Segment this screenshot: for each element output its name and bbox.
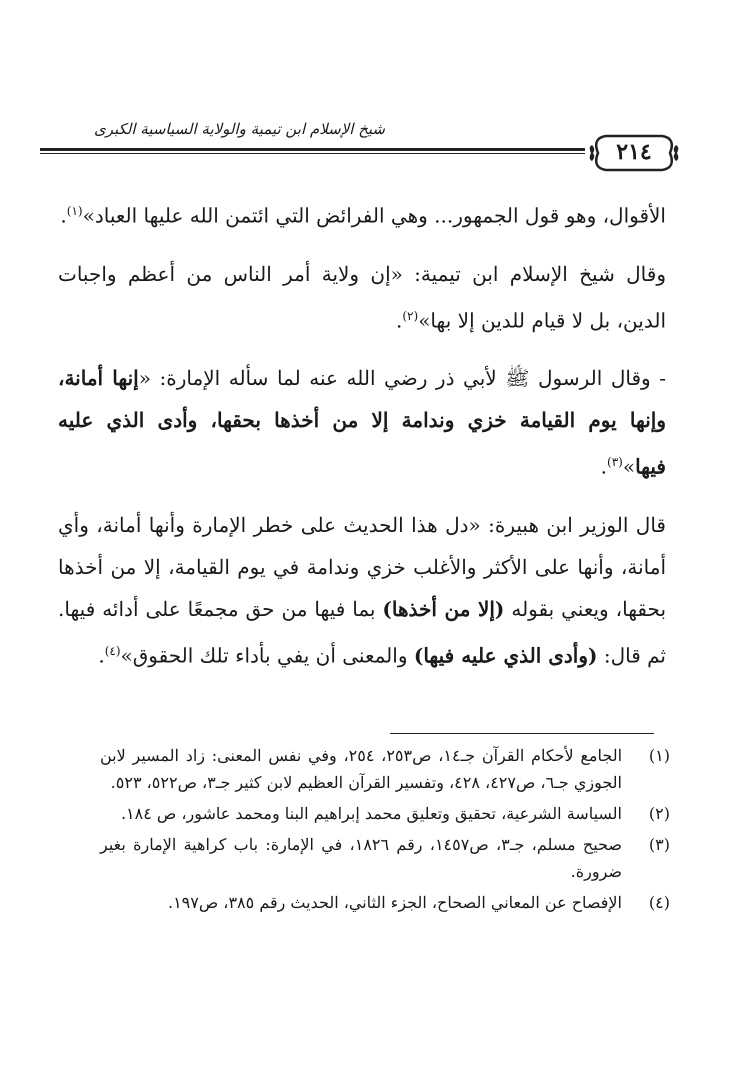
paragraph-1-text: الأقوال، وهو قول الجمهور... وهي الفرائض التي ائتمن الله عليها العباد» xyxy=(82,203,666,228)
footnote-ref-1: (١) xyxy=(66,204,83,218)
paragraph-4-part-a: قال الوزير ابن هبيرة: «دل هذا الحديث على خطر الإمارة وأنها أمانة، وأي أمانة، وأنها على الأكثر والأغلب خزي وندامة في يوم القيامة، إلا من أخذها بحقها، ويعني بقوله xyxy=(58,512,667,621)
paragraph-2: وقال شيخ الإسلام ابن تيمية: «إن ولاية أمر الناس من أعظم واجبات الدين، بل لا قيام للدين إلا بها»$^{(٢)}$. xyxy=(58,261,666,333)
footnote-ref-3: (٣) xyxy=(607,455,623,470)
running-title: شيخ الإسلام ابن تيمية والولاية السياسية الكبرى xyxy=(93,120,385,138)
footnote-1 xyxy=(100,742,670,796)
paragraph-4-part-b: بما فيها من حق مجمعًا على أدائه فيها. ثم قال: xyxy=(58,596,666,668)
footnote-number: (٣) xyxy=(648,835,670,854)
footnotes xyxy=(100,742,670,920)
footnote-number: (٤) xyxy=(648,893,670,912)
header-rule-thick xyxy=(40,148,585,151)
footnote-text: الجامع لأحكام القرآن جـ١٤، ص٢٥٣، ٢٥٤، وفي نفس المعنى: زاد المسير لابن الجوزي جـ٦، ص٤٢٧، ٤٢٨، وتفسير القرآن العظيم لابن كثير جـ٣، ص٥٢٢، ٥٢٣. xyxy=(100,746,623,792)
footnote-text: صحيح مسلم، جـ٣، ص١٤٥٧، رقم ١٨٢٦، في الإمارة: باب كراهية الإمارة بغير ضرورة. xyxy=(100,835,623,881)
page-number-badge xyxy=(588,132,680,174)
footnote-3 xyxy=(100,831,670,885)
paragraph-3-close: » xyxy=(622,454,636,479)
footnote-4 xyxy=(100,889,670,916)
page-header xyxy=(40,100,680,165)
main-text xyxy=(58,190,666,693)
footnote-2 xyxy=(100,800,670,827)
footnote-text: السياسة الشرعية، تحقيق وتعليق محمد إبراهيم البنا ومحمد عاشور، ص ١٨٤. xyxy=(120,804,622,823)
footnote-number: (١) xyxy=(648,746,670,765)
paragraph-2-text: وقال شيخ الإسلام ابن تيمية: «إن ولاية أمر الناس من أعظم واجبات الدين، بل لا قيام للدين إلا بها» xyxy=(58,261,666,333)
header-rule-thin xyxy=(40,153,585,154)
footnote-separator xyxy=(390,733,654,734)
footnote-ref-2: (٢) xyxy=(402,308,419,323)
page-number: ٢١٤ xyxy=(616,139,652,165)
hadith-quote: إنها أمانة، وإنها يوم القيامة خزي وندامة إلا من أخذها بحقها، وأدى الذي عليه فيها xyxy=(58,366,666,479)
footnote-number: (٢) xyxy=(648,804,670,823)
paragraph-1: الأقوال، وهو قول الجمهور... وهي الفرائض التي ائتمن الله عليها العباد»$^{(١)}$. xyxy=(60,203,666,228)
paragraph-4-part-c: والمعنى أن يفي بأداء تلك الحقوق» xyxy=(120,643,414,668)
paragraph-4: قال الوزير ابن هبيرة: «دل هذا الحديث على خطر الإمارة وأنها أمانة، وأي أمانة، وأنها على الأكثر والأغلب خزي وندامة في يوم القيامة، إلا من أخذها بحقها، ويعني بقوله (إلا من أخذها) بما فيها من حق مجمعًا على أدائه فيها. ثم قال: (وأدى الذي عليه فيها) والمعنى أن يفي بأداء تلك الحقوق»$^{(٤)}$. xyxy=(58,512,667,668)
paragraph-3: - وقال الرسول ﷺ لأبي ذر رضي الله عنه لما سأله الإمارة: «إنها أمانة، وإنها يوم القيامة خزي وندامة إلا من أخذها بحقها، وأدى الذي عليه فيها»$^{(٣)}$. xyxy=(58,366,667,479)
footnote-ref-4: (٤) xyxy=(104,643,121,658)
paragraph-4-emphasis-2: (وأدى الذي عليه فيها) xyxy=(413,643,598,668)
paragraph-3-intro: - وقال الرسول ﷺ لأبي ذر رضي الله عنه لما سأله الإمارة: « xyxy=(138,366,667,391)
paragraph-4-emphasis-1: (إلا من أخذها) xyxy=(382,596,505,621)
footnote-text: الإفصاح عن المعاني الصحاح، الجزء الثاني، الحديث رقم ٣٨٥، ص١٩٧. xyxy=(167,893,622,912)
